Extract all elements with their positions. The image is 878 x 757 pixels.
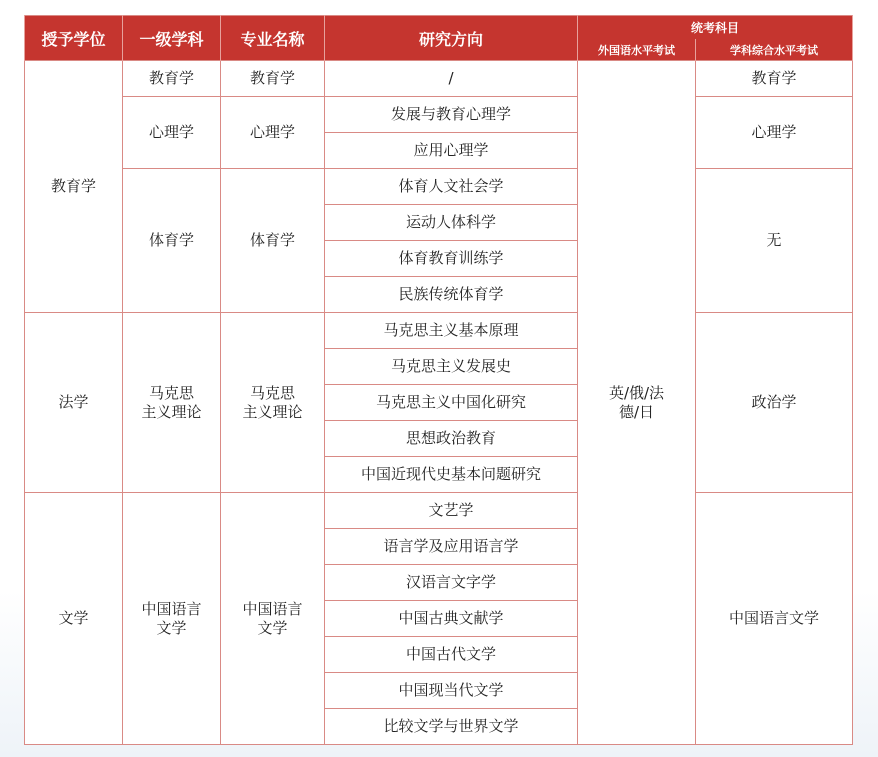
direction-cell: 体育教育训练学 bbox=[325, 241, 578, 277]
subject-exam-cell-edu: 教育学 bbox=[696, 61, 853, 97]
direction-cell: 民族传统体育学 bbox=[325, 277, 578, 313]
direction-cell: 马克思主义发展史 bbox=[325, 349, 578, 385]
header-foreign-lang: 外国语水平考试 bbox=[578, 39, 696, 60]
direction-cell: 中国古代文学 bbox=[325, 637, 578, 673]
major-cell-pe: 体育学 bbox=[221, 169, 325, 313]
subject-exam-cell-pe: 无 bbox=[696, 169, 853, 313]
direction-cell: 应用心理学 bbox=[325, 133, 578, 169]
program-table-container bbox=[24, 15, 852, 745]
direction-cell: 中国近现代史基本问题研究 bbox=[325, 457, 578, 493]
header-exam-group: 统考科目 bbox=[578, 16, 853, 40]
direction-cell: 发展与教育心理学 bbox=[325, 97, 578, 133]
header-first-level: 一级学科 bbox=[123, 16, 221, 61]
direction-cell: 中国古典文献学 bbox=[325, 601, 578, 637]
degree-cell-edu: 教育学 bbox=[25, 61, 123, 313]
direction-cell: 体育人文社会学 bbox=[325, 169, 578, 205]
direction-cell: / bbox=[325, 61, 578, 97]
direction-cell: 中国现当代文学 bbox=[325, 673, 578, 709]
direction-cell: 语言学及应用语言学 bbox=[325, 529, 578, 565]
foreign-lang-cell: 英/俄/法 德/日 bbox=[578, 61, 696, 745]
program-table bbox=[24, 15, 853, 745]
direction-cell: 马克思主义基本原理 bbox=[325, 313, 578, 349]
major-cell-cn: 中国语言 文学 bbox=[221, 493, 325, 745]
first-level-cell-marx: 马克思 主义理论 bbox=[123, 313, 221, 493]
major-cell-marx: 马克思 主义理论 bbox=[221, 313, 325, 493]
subject-exam-cell-psy: 心理学 bbox=[696, 97, 853, 169]
direction-cell: 汉语言文字学 bbox=[325, 565, 578, 601]
subject-exam-cell-lit: 中国语言文学 bbox=[696, 493, 853, 745]
degree-cell-law: 法学 bbox=[25, 313, 123, 493]
header-direction: 研究方向 bbox=[325, 16, 578, 61]
major-cell-psy: 心理学 bbox=[221, 97, 325, 169]
direction-cell: 文艺学 bbox=[325, 493, 578, 529]
direction-cell: 马克思主义中国化研究 bbox=[325, 385, 578, 421]
subject-exam-cell-law: 政治学 bbox=[696, 313, 853, 493]
first-level-cell-cn: 中国语言 文学 bbox=[123, 493, 221, 745]
major-cell-edu: 教育学 bbox=[221, 61, 325, 97]
header-subject-exam: 学科综合水平考试 bbox=[696, 39, 853, 60]
degree-cell-lit: 文学 bbox=[25, 493, 123, 745]
first-level-cell-edu: 教育学 bbox=[123, 61, 221, 97]
first-level-cell-pe: 体育学 bbox=[123, 169, 221, 313]
direction-cell: 运动人体科学 bbox=[325, 205, 578, 241]
direction-cell: 比较文学与世界文学 bbox=[325, 709, 578, 745]
first-level-cell-psy: 心理学 bbox=[123, 97, 221, 169]
header-major: 专业名称 bbox=[221, 16, 325, 61]
direction-cell: 思想政治教育 bbox=[325, 421, 578, 457]
header-degree: 授予学位 bbox=[25, 16, 123, 61]
